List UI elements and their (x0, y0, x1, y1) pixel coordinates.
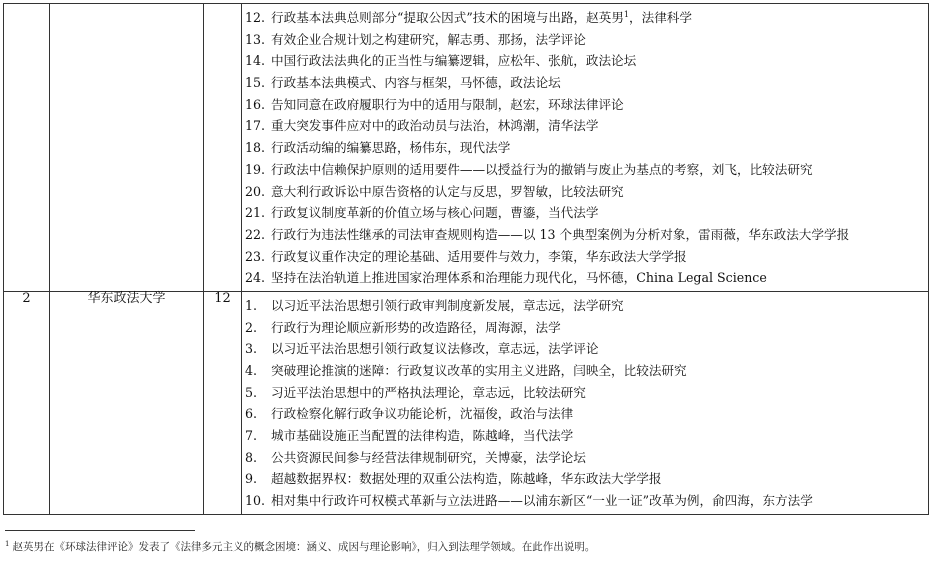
list-item (242, 360, 928, 382)
item-text: 公共资源民间参与经营法律规制研究，关博豪，法学论坛 (271, 449, 586, 465)
university-cell-empty (50, 4, 204, 292)
list-item (242, 403, 928, 425)
item-text: 城市基础设施正当配置的法律构造，陈越峰，当代法学 (271, 428, 574, 444)
footnote-text: 赵英男在《环球法律评论》发表了《法律多元主义的概念困境：涵义、成因与理论影响》，归入到法理学领域。在此作出说明。 (12, 541, 596, 553)
list-item (242, 181, 928, 203)
item-number: 10. (245, 493, 266, 509)
item-text: 行政行为理论顺应新形势的改造路径，周海源，法学 (271, 319, 561, 335)
item-number: 24. (245, 270, 266, 286)
list-item (242, 468, 928, 490)
paper-list-continued (242, 4, 928, 291)
item-text: 行政复议制度革新的价值立场与核心问题，曹鎏，当代法学 (271, 205, 599, 221)
footnote-divider (5, 530, 195, 531)
item-number: 19. (245, 161, 266, 177)
item-number: 4. (245, 363, 258, 378)
list-item (242, 447, 928, 469)
item-text: 坚持在法治轨道上推进国家治理体系和治理能力现代化，马怀德，China Legal Science (271, 270, 767, 286)
item-text: 行政基本法典模式、内容与框架，马怀德，政法论坛 (271, 75, 561, 91)
item-number: 2. (245, 319, 258, 335)
list-item (242, 94, 928, 116)
item-number: 17. (245, 118, 266, 134)
paper-list (242, 292, 928, 514)
item-number: 1. (245, 297, 258, 313)
footnote (5, 541, 595, 554)
item-text: 告知同意在政府履职行为中的适用与限制，赵宏，环球法律评论 (271, 96, 624, 112)
item-number: 20. (245, 183, 266, 199)
list-item (242, 72, 928, 94)
item-text: 相对集中行政许可权模式革新与立法进路——以浦东新区“一业一证”改革为例，俞四海，东方法学 (271, 493, 813, 509)
item-number: 9. (245, 471, 258, 487)
item-number: 14. (245, 53, 266, 69)
list-item (242, 246, 928, 268)
list-item (242, 202, 928, 224)
rank-cell-empty (4, 4, 50, 292)
item-number: 3. (245, 341, 258, 357)
item-text: 以习近平法治思想引领行政复议法修改，章志远，法学评论 (271, 341, 599, 357)
footnote-marker: 1 (5, 540, 10, 548)
footnote-ref[interactable]: 1 (623, 10, 630, 19)
list-item (242, 317, 928, 339)
item-number: 16. (245, 96, 266, 112)
item-number: 21. (245, 205, 266, 221)
item-text: 超越数据界权：数据处理的双重公法构造，陈越峰，华东政法大学学报 (271, 471, 662, 487)
item-number: 22. (245, 226, 266, 242)
item-number: 23. (245, 248, 266, 264)
ranking-table (3, 3, 929, 515)
item-text: 中国行政法法典化的正当性与编纂逻辑，应松年、张航，政法论坛 (271, 53, 637, 69)
item-number: 13. (245, 31, 266, 47)
list-item (242, 224, 928, 246)
list-item (242, 338, 928, 360)
item-text: 行政法中信赖保护原则的适用要件——以授益行为的撤销与废止为基点的考察，刘飞，比较法研究 (271, 161, 813, 177)
count-cell-empty (204, 4, 242, 292)
item-number: 15. (245, 75, 266, 91)
item-text: 以习近平法治思想引领行政审判制度新发展，章志远，法学研究 (271, 297, 624, 313)
item-text: 行政活动编的编纂思路，杨伟东，现代法学 (271, 140, 511, 156)
list-item (242, 267, 928, 289)
list-item (242, 382, 928, 404)
university-cell: 华东政法大学 (50, 291, 204, 514)
item-title: 行政基本法典总则部分“提取公因式”技术的困境与出路，赵英男 (271, 10, 624, 25)
table-row (4, 291, 929, 514)
list-item (242, 50, 928, 72)
item-number: 6. (245, 406, 258, 422)
item-text: 重大突发事件应对中的政治动员与法治，林鸿潮，清华法学 (271, 118, 599, 134)
list-item (242, 137, 928, 159)
item-tail: ，法律科学 (629, 10, 692, 25)
list-item (242, 29, 928, 51)
list-item (242, 490, 928, 512)
list-item (242, 295, 928, 317)
rank-cell: 2 (4, 291, 50, 514)
list-item (242, 7, 928, 29)
item-text: 意大利行政诉讼中原告资格的认定与反思，罗智敏，比较法研究 (271, 183, 624, 199)
list-item (242, 115, 928, 137)
item-number: 7. (245, 428, 258, 444)
paper-list-cell (242, 291, 929, 514)
item-text: 行政复议重作决定的理论基础、适用要件与效力，李策，华东政法大学学报 (271, 248, 687, 264)
item-text: 习近平法治思想中的严格执法理论，章志远，比较法研究 (271, 384, 586, 400)
item-text: 突破理论推演的迷障：行政复议改革的实用主义进路，闫映全，比较法研究 (271, 363, 687, 378)
item-text: 行政检察化解行政争议功能论析，沈福俊，政治与法律 (271, 406, 574, 422)
paper-list-cell (242, 4, 929, 292)
table-row-continued (4, 4, 929, 292)
item-text: 有效企业合规计划之构建研究，解志勇、那扬，法学评论 (271, 31, 586, 47)
list-item (242, 159, 928, 181)
item-text (271, 7, 692, 29)
count-cell: 12 (204, 291, 242, 514)
item-number: 18. (245, 140, 266, 156)
list-item (242, 425, 928, 447)
item-number: 5. (245, 384, 258, 400)
item-number: 8. (245, 449, 258, 465)
item-number: 12. (245, 10, 266, 25)
item-text: 行政行为违法性继承的司法审查规则构造——以 13 个典型案例为分析对象，雷雨薇，华东政法大学学报 (271, 226, 850, 242)
